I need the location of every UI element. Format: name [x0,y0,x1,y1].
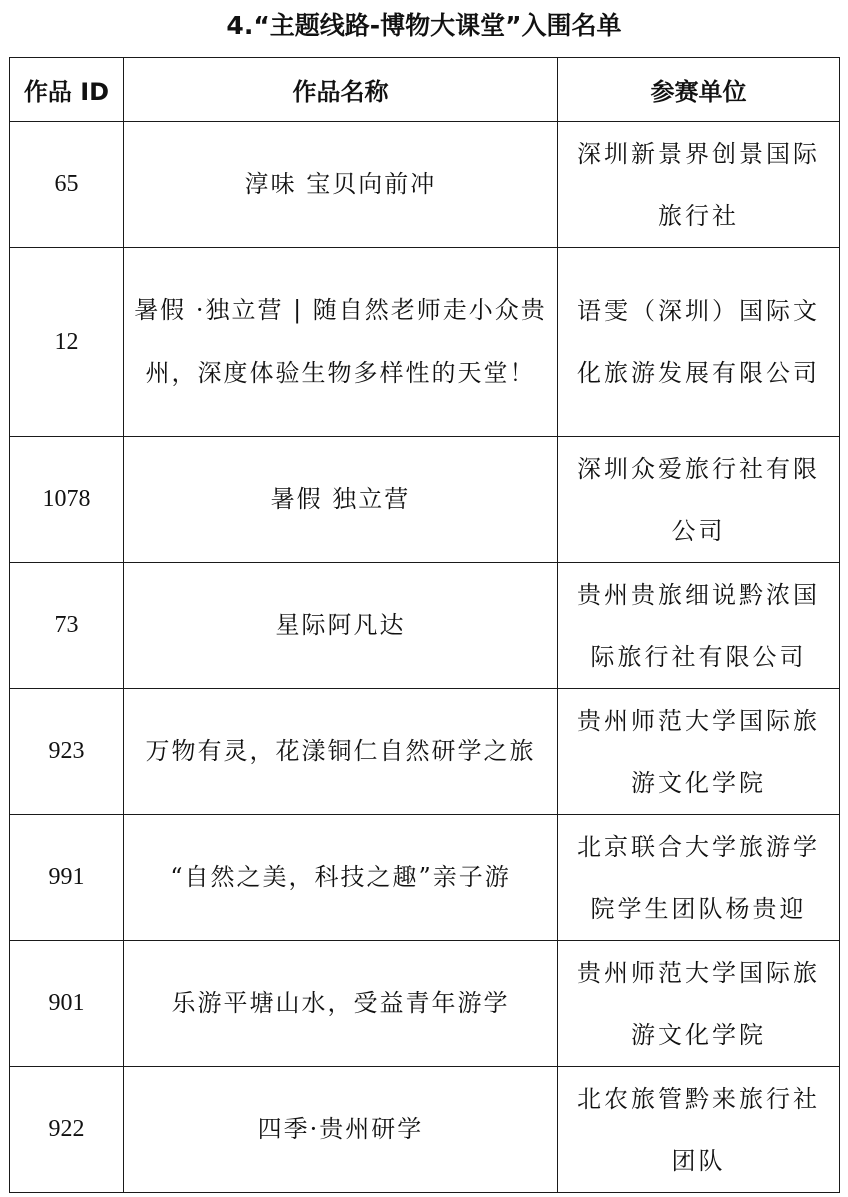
table-header-row [10,58,840,122]
header-name: 作品名称 [124,58,558,122]
table-row [10,1067,840,1193]
cell-name: 四季·贵州研学 [124,1067,558,1193]
cell-id: 922 [10,1067,124,1193]
table-row [10,689,840,815]
cell-id: 12 [10,248,124,437]
cell-id: 65 [10,122,124,248]
cell-name: 暑假 ·独立营 | 随自然老师走小众贵州，深度体验生物多样性的天堂！ [124,248,558,437]
cell-id: 923 [10,689,124,815]
cell-name: 淳味 宝贝向前冲 [124,122,558,248]
header-id: 作品 ID [10,58,124,122]
cell-name: 万物有灵，花漾铜仁自然研学之旅 [124,689,558,815]
cell-org: 深圳新景界创景国际旅行社 [558,122,840,248]
cell-org: 贵州师范大学国际旅游文化学院 [558,689,840,815]
cell-org: 北农旅管黔来旅行社团队 [558,1067,840,1193]
cell-id: 73 [10,563,124,689]
cell-org: 深圳众爱旅行社有限公司 [558,437,840,563]
table-row [10,563,840,689]
table-row [10,248,840,437]
header-org: 参赛单位 [558,58,840,122]
shortlist-table [9,57,840,1193]
table-row [10,815,840,941]
cell-org: 贵州师范大学国际旅游文化学院 [558,941,840,1067]
cell-name: 星际阿凡达 [124,563,558,689]
cell-id: 1078 [10,437,124,563]
cell-name: 乐游平塘山水，受益青年游学 [124,941,558,1067]
cell-org: 贵州贵旅细说黔浓国际旅行社有限公司 [558,563,840,689]
table-row [10,437,840,563]
table-row [10,122,840,248]
cell-name: 暑假 独立营 [124,437,558,563]
cell-org: 北京联合大学旅游学院学生团队杨贵迎 [558,815,840,941]
cell-org: 语雯（深圳）国际文化旅游发展有限公司 [558,248,840,437]
cell-id: 991 [10,815,124,941]
table-row [10,941,840,1067]
cell-name: “自然之美，科技之趣”亲子游 [124,815,558,941]
cell-id: 901 [10,941,124,1067]
page-title: 4.“主题线路-博物大课堂”入围名单 [226,11,622,40]
